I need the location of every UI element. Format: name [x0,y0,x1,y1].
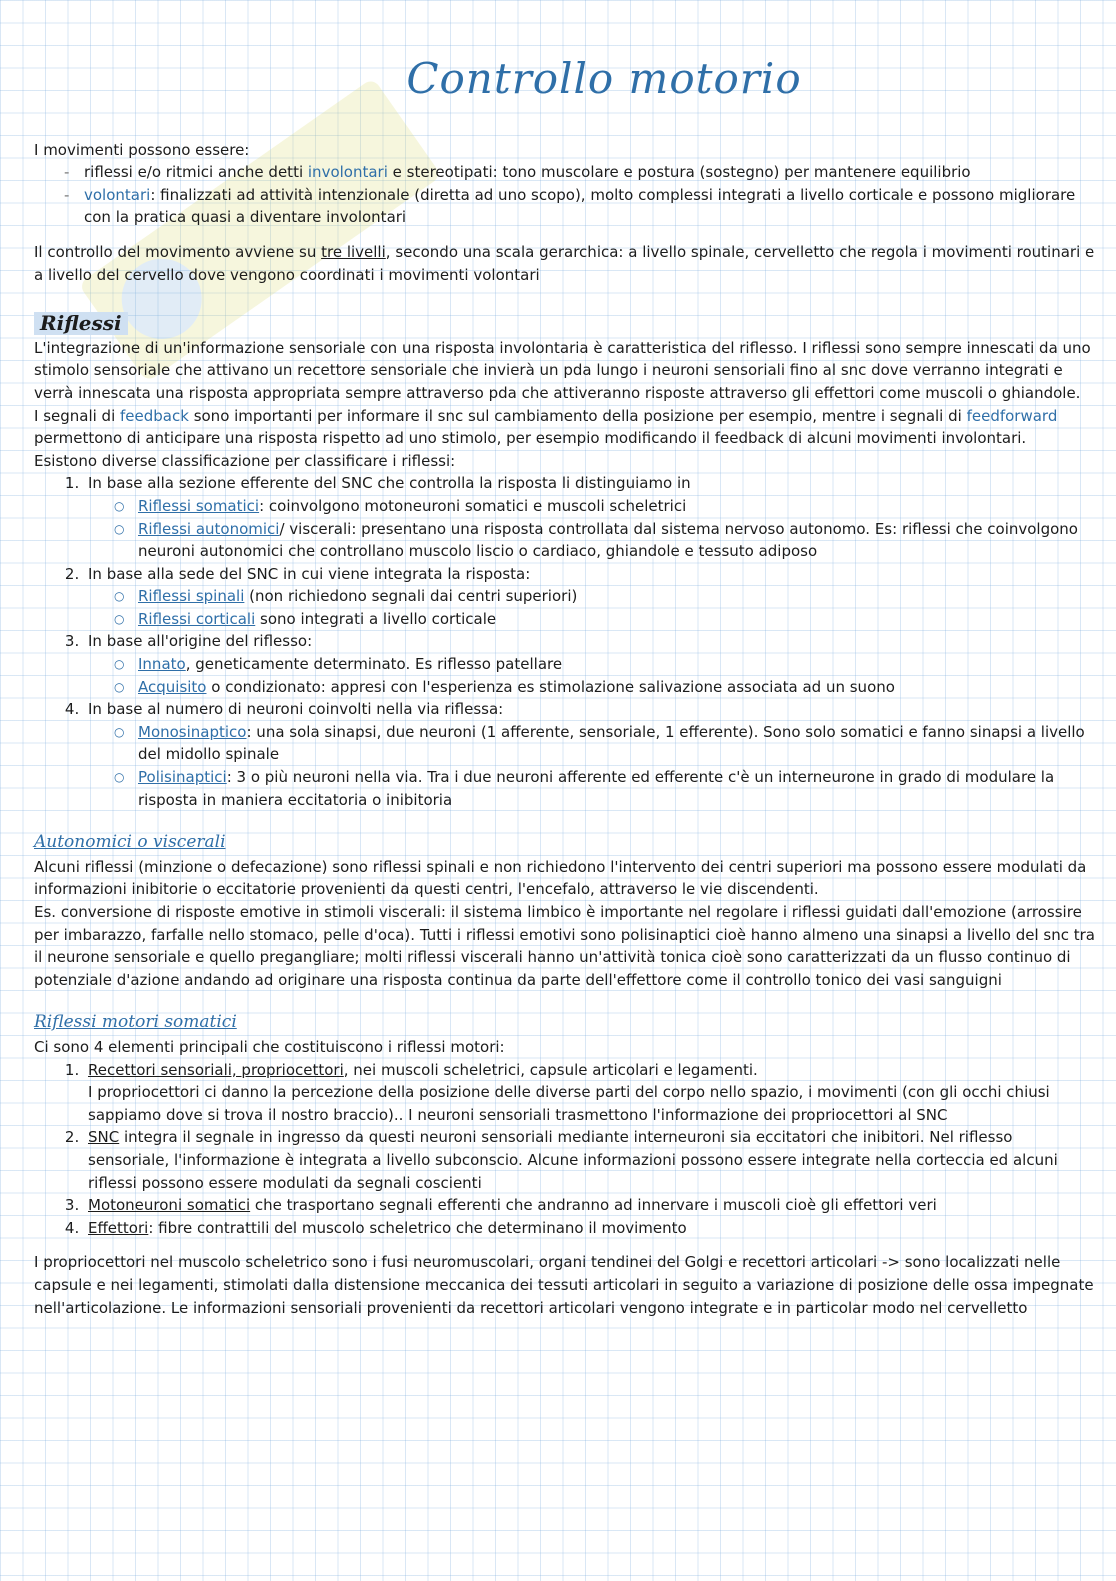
list-item: - volontari: finalizzati ad attività intenzionale (diretta ad uno scopo), molto complessi integrati a livello corticale e possono migliorare con la pratica quasi a diventare involontari [64,184,1096,229]
motori-lead: Ci sono 4 elementi principali che costituiscono i riflessi motori: [34,1037,505,1056]
list-item: 1. Recettori sensoriali, propriocettori, nei muscoli scheletrici, capsule articolari e legamenti. I propriocettori ci danno la percezione della posizione delle diverse parti del corpo nello spazio, i movimenti (con gli occhi chiusi sappiamo dove si trova il nostro braccio).. I neuroni sensoriali trasmettono l'informazione dei propriocettori al SNC [84,1059,1096,1127]
riflessi-paragraph-1: L'integrazione di un'informazione sensoriale con una risposta involontaria è caratteristica del riflesso. I riflessi sono sempre innescati da uno stimolo sensoriale che attivano un recettore sensoriale che invierà un pda lungo i neuroni sensoriali fino al snc dove verranno integrati e verrà innescata una risposta appropriata sempre attraverso pda che attiveranno risposte attraverso gli effettori come muscoli o ghiandole. [34,338,1091,402]
motori-closing: I propriocettori nel muscolo scheletrico sono i fusi neuromuscolari, organi tendinei del Golgi e recettori articolari -> sono localizzati nelle capsule e nei legamenti, stimolati dalla distensione meccanica dei tessuti articolari in seguito a variazione di posizione delle ossa impegnate nell'articolazione. Le informazioni sensoriali provenienti da recettori articolari vengono integrate e in particolar modo nel cervelletto [34,1253,1094,1317]
list-item: ○ Riflessi autonomici/ viscerali: presentano una risposta controllata dal sistema nervoso autonomo. Es: riflessi che coinvolgono neuroni autonomici che controllano muscolo liscio o cardiaco, ghiandole e tessuto adiposo [114,518,1096,563]
riflessi-paragraph-3: Esistono diverse classificazione per classificare i riflessi: [34,451,456,470]
autonomici-paragraph-1: Alcuni riflessi (minzione o defecazione) sono riflessi spinali e non richiedono l'intervento dei centri superiori ma possono essere modulati da informazioni inibitorie o eccitatorie provenienti da questi centri, l'encefalo, attraverso le vie discendenti. [34,857,1087,899]
list-item: 3. In base all'origine del riflesso: ○ Innato, geneticamente determinato. Es riflesso patellare ○ Acquisito o condizionato: appresi con l'esperienza es stimolazione salivazione associata ad un suono [84,630,1096,698]
movement-types-list [34,161,1096,229]
riflessi-paragraph-2: I segnali di feedback sono importanti per informare il snc sul cambiamento della posizione per esempio, mentre i segnali di feedforward permettono di anticipare una risposta rispetto ad uno stimolo, per esempio modificando il feedback di alcuni movimenti involontari. [34,406,1058,448]
list-item: ○ Riflessi spinali (non richiedono segnali dai centri superiori) [114,585,1096,608]
control-paragraph: Il controllo del movimento avviene su tre livelli, secondo una scala gerarchica: a livello spinale, cervelletto che regola i movimenti routinari e a livello del cervello dove vengono coordinati i movimenti volontari [34,242,1095,284]
list-item: - riflessi e/o ritmici anche detti involontari e stereotipati: tono muscolare e postura (sostegno) per mantenere equilibrio [64,161,1096,184]
section-heading-motori: Riflessi motori somatici [34,1012,237,1033]
section-heading-riflessi: Riflessi [34,312,128,335]
page-title: Controllo motorio [406,54,802,103]
list-item: ○ Riflessi corticali sono integrati a livello corticale [114,608,1096,631]
list-item: 3. Motoneuroni somatici che trasportano segnali efferenti che andranno ad innervare i muscoli cioè gli effettori veri [84,1194,1096,1217]
list-item: 4. In base al numero di neuroni coinvolti nella via riflessa: ○ Monosinaptico: una sola sinapsi, due neuroni (1 afferente, sensoriale, 1 efferente). Sono solo somatici e fanno sinapsi a livello del midollo spinale ○ Polisinaptici: 3 o più neuroni nella via. Tra i due neuroni afferente ed efferente c'è un interneurone in grado di modulare la risposta in maniera eccitatoria o inibitoria [84,698,1096,811]
list-item: ○ Monosinaptico: una sola sinapsi, due neuroni (1 afferente, sensoriale, 1 efferente). Sono solo somatici e fanno sinapsi a livello del midollo spinale [114,721,1096,766]
list-item: 1. In base alla sezione efferente del SNC che controlla la risposta li distinguiamo in ○ Riflessi somatici: coinvolgono motoneuroni somatici e muscoli scheletrici ○ Riflessi autonomici/ viscerali: presentano una risposta controllata dal sistema nervoso autonomo. Es: riflessi che coinvolgono neuroni autonomici che controllano muscolo liscio o cardiaco, ghiandole e tessuto adiposo [84,472,1096,562]
list-item: 2. In base alla sede del SNC in cui viene integrata la risposta: ○ Riflessi spinali (non richiedono segnali dai centri superiori) ○ Riflessi corticali sono integrati a livello corticale [84,563,1096,631]
list-item: ○ Innato, geneticamente determinato. Es riflesso patellare [114,653,1096,676]
list-item: 2. SNC integra il segnale in ingresso da questi neuroni sensoriali mediante interneuroni sia eccitatori che inibitori. Nel riflesso sensoriale, l'informazione è integrata a livello subconscio. Alcune informazioni possono essere integrate nella corteccia ed alcuni riflessi possono essere modulati da segnali coscienti [84,1126,1096,1194]
section-heading-autonomici: Autonomici o viscerali [34,832,226,853]
intro-lead: I movimenti possono essere: [34,140,250,159]
autonomici-paragraph-2: Es. conversione di risposte emotive in stimoli viscerali: il sistema limbico è importante nel regolare i riflessi guidati dall'emozione (arrossire per imbarazzo, farfalle nello stomaco, pelle d'oca). Tutti i riflessi emotivi sono polisinaptici cioè hanno almeno una sinapsi a livello del snc tra il neurone sensoriale e quello pregangliare; molti riflessi viscerali hanno un'attività tonica cioè sono caratterizzati da un flusso continuo di potenziale d'azione andando ad originare una risposta continua da parte dell'effettore come il controllo tonico dei vasi sanguigni [34,903,1095,989]
document-page [34,54,1096,1319]
list-item: 4. Effettori: fibre contrattili del muscolo scheletrico che determinano il movimento [84,1217,1096,1240]
list-item: ○ Polisinaptici: 3 o più neuroni nella via. Tra i due neuroni afferente ed efferente c'è un interneurone in grado di modulare la risposta in maniera eccitatoria o inibitoria [114,766,1096,811]
list-item: ○ Acquisito o condizionato: appresi con l'esperienza es stimolazione salivazione associata ad un suono [114,676,1096,699]
list-item: ○ Riflessi somatici: coinvolgono motoneuroni somatici e muscoli scheletrici [114,495,1096,518]
classification-list [34,472,1096,811]
elements-list [34,1059,1096,1240]
